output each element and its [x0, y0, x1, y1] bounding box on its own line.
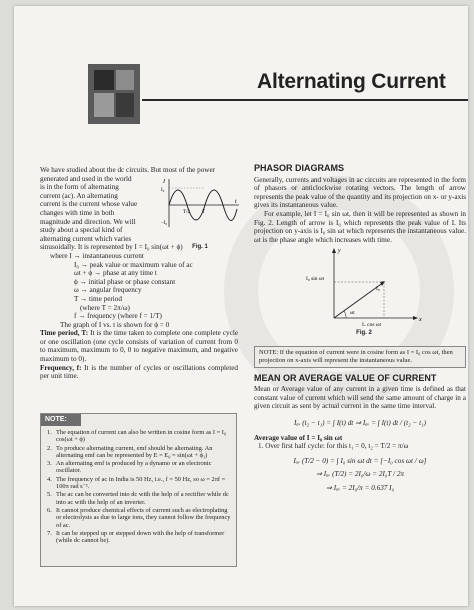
sine-wave-graph [161, 175, 241, 241]
definition-item: T → time period [74, 294, 122, 303]
intro-wrap-line: generated and used in the world [40, 174, 132, 183]
intro-wrap-line: current is the current whose value [40, 200, 138, 209]
fig1-caption: Fig. 1 [192, 244, 208, 251]
note-item [47, 460, 232, 475]
average-heading: Average value of I = I₀ sin ωt [254, 433, 343, 442]
note-number: 3. [47, 460, 52, 468]
fig2-cos-label: I₀ cos ωt [362, 322, 381, 327]
definition-item: (where T = 2π/ω) [80, 303, 130, 312]
note-item [47, 491, 232, 506]
note-item [47, 530, 232, 545]
note-number: 1. [47, 429, 52, 436]
mean-paragraph: Mean or Average value of any current in a given time is defined as that constant value of current which will send the same amount of charge in a given circuit as sent by actual current in the same time interval. [254, 385, 466, 411]
definition-item: ϕ → initial phase or phase constant [74, 277, 176, 286]
mean-heading: MEAN OR AVERAGE VALUE OF CURRENT [254, 372, 437, 383]
figure-1 [161, 175, 239, 252]
note-number: 5. [47, 491, 52, 499]
intro-wrap-line: study about a special kind of [40, 226, 123, 235]
note-text: To produce alternating current, emf should be alternating. An alternating emf can be represented by E = E₀ = sin(ωt + ϕ₁) [56, 444, 213, 459]
note-number: 6. [47, 506, 52, 514]
chapter-title: Alternating Current [257, 70, 446, 93]
note-box [40, 413, 237, 567]
left-column [40, 166, 238, 381]
note-text: An alternating emf is produced by a dynamo or an electronic oscillator. [56, 460, 212, 475]
intro-wrap-line: changes with time in both [40, 208, 115, 217]
frequency-text: It is the number of cycles or oscillations completed per unit time. [40, 363, 239, 381]
note-number: 2. [47, 444, 52, 452]
graph-line: The graph of I vs. t is shown for ϕ = 0 [60, 320, 170, 329]
fig1-y-label: I [163, 178, 165, 185]
note-title: NOTE: [41, 414, 81, 426]
intro-wrap-line: current (ac). An alternating [40, 191, 118, 200]
where-line: where I → instantaneous current [50, 251, 144, 260]
note-item [47, 507, 232, 529]
definitions-list [40, 261, 238, 321]
note-2: NOTE: If the equation of current were in cosine form as I = I₀ cos ωt, then projection on x-axis will represent the instantaneous value. [254, 346, 466, 367]
note-text: It cannot produce chemical effects of current such as electroplating or electrolysis as due to large ions, they cannot follow the frequency of ac. [56, 506, 231, 529]
note-text: It can be stepped up or stepped down with the help of transformer (while dc cannot be). [56, 529, 225, 545]
fig2-caption: Fig. 2 [356, 329, 372, 336]
definition-item: ω → angular frequency [74, 286, 142, 295]
fig1-half-label: T/2 [183, 209, 190, 215]
fig2-vector-label: I₀ [376, 286, 380, 293]
equation-3: ⇒ Iₐᵥ (T/2) = 2I₀/ω = 2I₀T / 2π [315, 470, 405, 479]
note-list [47, 429, 232, 545]
definition-item: f → frequency (where f = 1/T) [74, 312, 162, 321]
definition-item: I₀ → peak value or maximum value of ac [74, 260, 193, 269]
fig2-sin-label: I₀ sin ωt [306, 276, 325, 283]
fig1-peak-label: I₀ [161, 187, 165, 193]
page [14, 6, 468, 606]
note-item [47, 445, 232, 460]
note-item [47, 476, 232, 491]
time-period-paragraph [40, 329, 238, 363]
right-column [254, 164, 466, 492]
equation-1: Iₐᵥ (t₂ − t₁) = ∫ I(t) dt ⇒ Iₐᵥ = ∫ I(t) dt / (t₂ − t₁) [293, 418, 426, 427]
equation-2: Iₐᵥ (T/2 − 0) = ∫ I₀ sin ωt dt = [−I₀ cos ωt / ω] [293, 456, 427, 465]
time-period-label: Time period, T: [40, 329, 89, 338]
intro-last: sinusoidally. It is represented by I = I₀ sin(ωt + ϕ) [40, 243, 183, 252]
note-text: The equation of current can also be written in cosine form as I = I₀ cos(ωt + ϕ) [56, 429, 227, 444]
average-step: 1. Over first half cycle: for this t₁ = 0, t₂ = T/2 = π/ω [258, 442, 409, 451]
fig1-full-label: T [202, 209, 206, 215]
fig1-x-label: t [235, 198, 237, 205]
fig2-angle-label: ωt [350, 311, 355, 317]
definition-item: ωt + ϕ → phase at any time t [74, 269, 157, 278]
phasor-heading: PHASOR DIAGRAMS [254, 163, 345, 173]
figure-2 [254, 244, 466, 336]
fig2-y-label: y [338, 248, 341, 255]
frequency-label: Frequency, f: [40, 363, 82, 372]
note-number: 7. [47, 529, 52, 537]
note-item [47, 429, 232, 444]
phasor-diagram [254, 244, 466, 326]
intro-wrap-line: is in the form of alternating [40, 183, 119, 192]
intro-wrap-line: magnitude and direction. We will [40, 217, 136, 226]
chapter-square-graphic [88, 64, 140, 124]
phasor-paragraph-1: Generally, currents and voltages in ac circuits are represented in the form of phasors or anticlockwise rotating vectors. The length of arrow represents the peak value of the quantity and its projection on x- or y-axis gives its instantaneous value. [254, 175, 466, 210]
phasor-paragraph-2: For example, let I = I₀ sin ωt, then it will be represented as shown in Fig. 2. Length of arrow is I₀ which represents the peak value of I. Its projection on y-axis is I₀ sin ωt which represents the instantaneous value. ωt is the phase angle which increases with time. [254, 209, 466, 244]
intro-wrap [40, 175, 155, 244]
equation-4: ⇒ Iₐᵥ = 2I₀/π = 0.637 I₀ [325, 483, 395, 492]
fig1-neg-label: −I₀ [161, 220, 168, 226]
frequency-paragraph [40, 364, 238, 381]
intro-line: We have studied about the dc circuits. But most of the power [40, 166, 216, 174]
title-rule [142, 99, 468, 101]
note-text: The ac can be converted into dc with the help of a rectifier while dc into ac with the help of an inverter. [56, 491, 229, 506]
note-text: The frequency of ac in India is 50 Hz, i.e., f = 50 Hz, so ω = 2πf = 100π rad s⁻¹. [56, 475, 226, 491]
note-number: 4. [47, 475, 52, 483]
fig2-x-label: x [419, 317, 422, 324]
time-period-text: It is the time taken to complete one complete cycle or one oscillation (one cycle consists of variation of current from 0 to maximum, maximum to 0, 0 to negative maximum, and negative maximum to 0). [40, 329, 239, 364]
intro-wrap-line: alternating current which varies [40, 234, 132, 243]
